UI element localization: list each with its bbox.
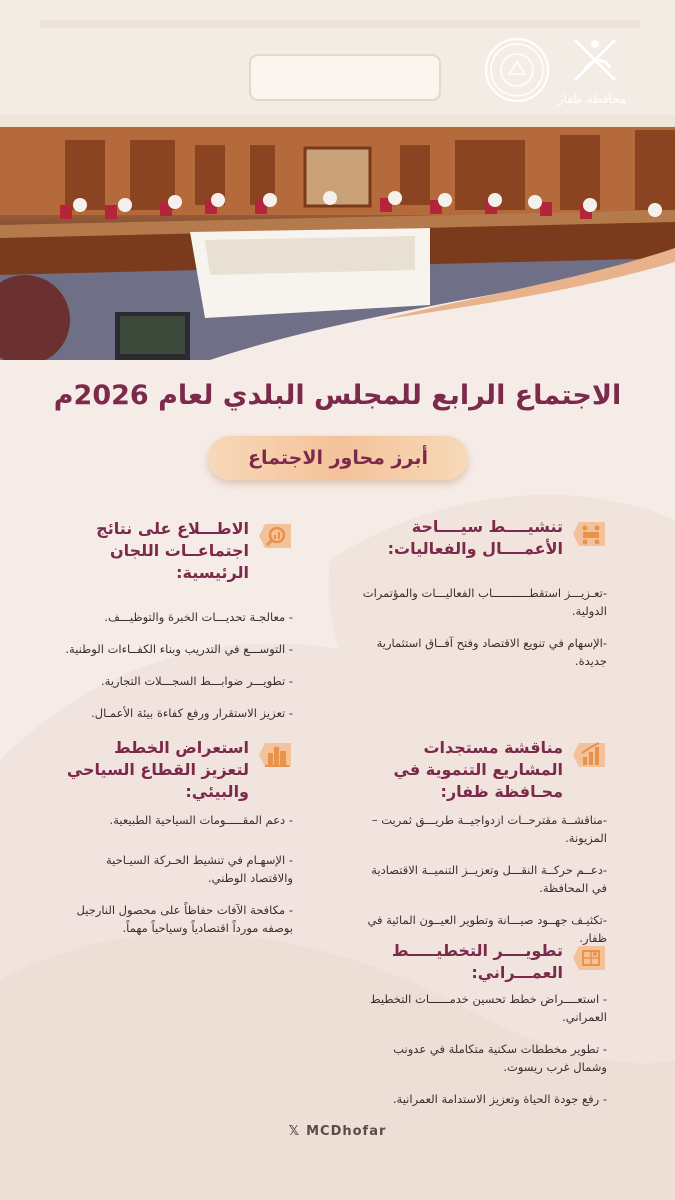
subtitle-pill xyxy=(208,436,468,480)
growth-chart-icon xyxy=(571,737,607,773)
governorate-logo-text: محافظة ظفار xyxy=(557,92,627,106)
section-business-tourism xyxy=(357,516,607,684)
section-title: الاطـــلاع على نتائج اجتماعــات اللجان الرئيسية: xyxy=(96,519,249,582)
list-item: -تعـزيـــز استقطـــــــــــاب الفعاليـــات والمؤتمرات الدولية. xyxy=(362,586,607,618)
section-urban-planning xyxy=(357,940,607,1122)
list-item: - التوســـع في التدريب وبناء الكفــاءات الوطنية. xyxy=(65,642,293,656)
list-item: - استعــــراض خطط تحسين خدمــــــات التخطيط العمراني. xyxy=(369,992,607,1024)
list-item: - معالجـة تحديـــات الخبرة والتوظيـــف. xyxy=(104,610,293,624)
list-item: -تكثيـف جهــود صيـــانة وتطوير العيــون المائية في ظفار. xyxy=(367,913,607,945)
list-item: - تطويـــر ضوابـــط السجـــلات التجارية. xyxy=(101,674,293,688)
list-item: - تعزيز الاستقرار ورفع كفاءة بيئة الأعمـال. xyxy=(91,706,293,720)
list-item: -دعــم حركــة النقـــل وتعزيــز التنميــة الاقتصادية في المحافظة. xyxy=(371,863,607,895)
magnifier-chart-icon xyxy=(257,518,293,554)
list-item: - رفع جودة الحياة وتعزيز الاستدامة العمرانية. xyxy=(392,1092,607,1106)
page-title: الاجتماع الرابع للمجلس البلدي لعام 2026م xyxy=(53,380,622,411)
list-item: - الإسهـام في تنشيط الحـركة السيـاحية والاقتصاد الوطني. xyxy=(105,853,293,885)
section-tourism-environment xyxy=(65,737,293,951)
section-development-projects xyxy=(357,737,607,961)
list-item: - تطوير مخططات سكنية متكاملة في عدونب وشمال غرب ريسوت. xyxy=(393,1042,607,1074)
section-committees xyxy=(65,518,293,736)
list-item: -مناقشــة مقترحــات ازدواجيــة طريـــق ثمريت – المزيونة. xyxy=(371,813,607,845)
section-title: مناقشة مستجدات المشاريع التنموية في محـافظة ظفار: xyxy=(393,738,563,801)
blueprint-icon xyxy=(571,940,607,976)
city-skyline-icon xyxy=(257,737,293,773)
handle-text: MCDhofar xyxy=(306,1124,387,1139)
list-item: -الإسهام في تنويع الاقتصاد وفتح آفــاق استثمارية جديدة. xyxy=(376,636,607,668)
list-item: - دعم المقـــــومات السياحية الطبيعية. xyxy=(109,813,293,827)
section-title: تطويــــر التخطيـــــط العمـــراني: xyxy=(391,941,563,982)
x-logo-icon: 𝕏 xyxy=(288,1124,301,1139)
municipal-council-seal-icon xyxy=(485,38,549,102)
subtitle-text: أبرز محاور الاجتماع xyxy=(248,447,428,469)
list-item: - مكافحة الآفات حفاظاً على محصول النارجيل بوصفه مورداً اقتصادياً وسياحياً مهماً. xyxy=(76,903,293,935)
header-logos xyxy=(485,30,635,110)
section-title: استعراض الخطط لتعزيز القطاع السياحي والبيئي: xyxy=(66,738,249,801)
section-title: تنشيــــط سيــــاحة الأعمــــال والفعاليات: xyxy=(387,517,563,558)
social-handle[interactable] xyxy=(0,1124,675,1139)
meeting-table-icon xyxy=(571,516,607,552)
